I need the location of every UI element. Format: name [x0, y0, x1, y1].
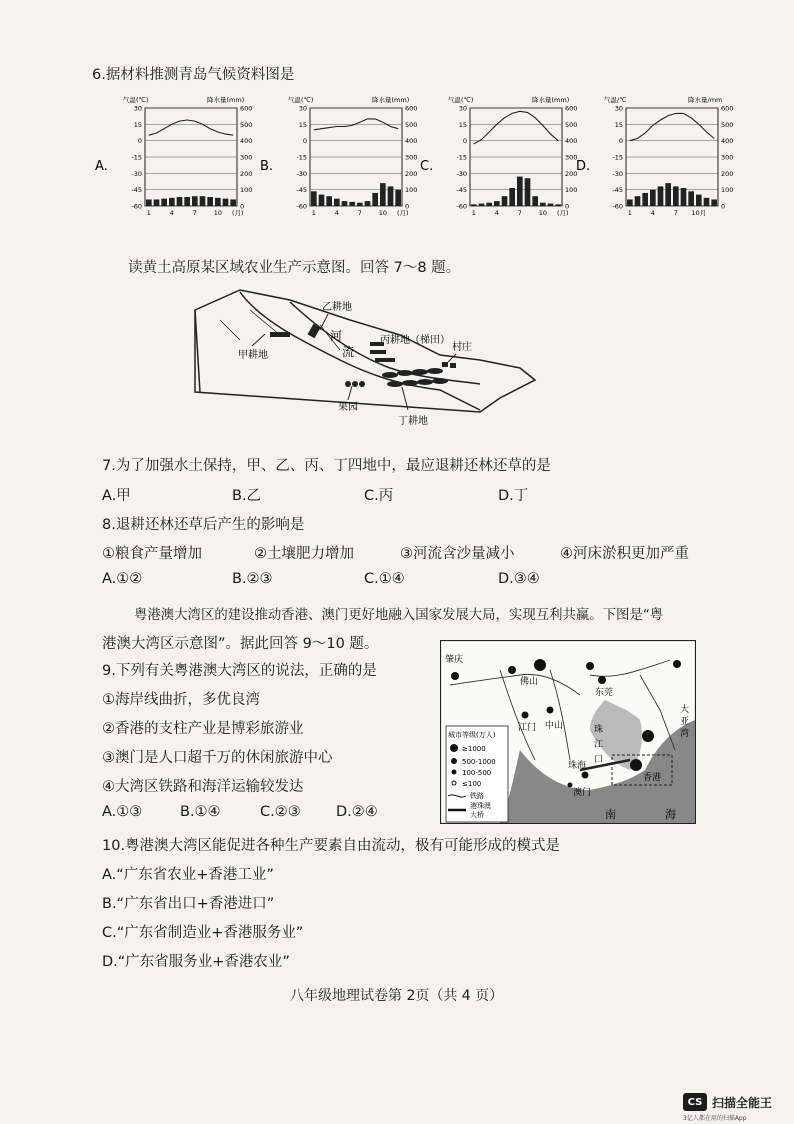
precip-bar	[184, 197, 190, 206]
precip-bar	[395, 190, 401, 206]
label-he: 河	[330, 329, 343, 343]
q8-statement-4: ④河床淤积更加严重	[560, 546, 689, 562]
q10-option-c[interactable]: C.“广东省制造业+香港服务业”	[102, 925, 304, 941]
temp-axis-label: 气温(℃)	[288, 96, 314, 104]
q10-stem: 10.粤港澳大湾区能促进各种生产要素自由流动，极有可能形成的模式是	[102, 838, 561, 854]
precip-bar	[502, 196, 508, 206]
loess-plateau-diagram	[180, 280, 550, 430]
temp-tick: -30	[456, 169, 467, 178]
map-label-foshan: 佛山	[520, 677, 539, 687]
precip-tick: 0	[240, 202, 245, 211]
precip-tick: 500	[240, 120, 253, 129]
precip-bar	[704, 198, 710, 206]
precip-tick: 400	[405, 137, 418, 146]
temp-tick: -30	[612, 169, 623, 178]
precip-axis-label: 降水量(mm)	[207, 96, 245, 104]
climate-chart-c	[420, 90, 590, 220]
temp-tick: -30	[131, 169, 142, 178]
temp-tick: 0	[462, 137, 467, 146]
q9-option-b[interactable]: B.①④	[180, 804, 221, 820]
temp-tick: 0	[618, 137, 623, 146]
label-bing: 丙耕地（梯田）	[380, 335, 450, 346]
temp-tick: 0	[302, 137, 307, 146]
month-label: 1	[627, 209, 632, 217]
map-label-zhongshan: 中山	[545, 721, 564, 731]
temp-tick: -60	[612, 202, 623, 211]
precip-bar	[673, 186, 679, 206]
precip-bar	[169, 198, 175, 206]
precip-bar	[555, 204, 561, 206]
precip-bar	[525, 178, 531, 206]
precip-bar	[349, 202, 355, 206]
city-aomen	[568, 783, 573, 788]
month-label: 7	[673, 209, 678, 217]
q8-option-b[interactable]: B.②③	[232, 571, 273, 587]
precip-bar	[517, 177, 523, 206]
city-shenzhen	[642, 730, 654, 742]
chart-letter: B.	[260, 159, 274, 174]
precip-bar	[388, 186, 394, 206]
precip-bar	[230, 199, 236, 206]
precip-bar	[326, 196, 332, 206]
precip-tick: 600	[565, 104, 578, 113]
temp-tick: 15	[133, 120, 142, 129]
precip-bar	[548, 204, 554, 206]
city-guangzhou	[534, 659, 546, 671]
q8-option-c[interactable]: C.①④	[364, 571, 405, 587]
map-label-zhujiangkou-1: 珠	[594, 725, 604, 735]
month-label: 4	[169, 209, 174, 217]
chart-letter: A.	[95, 159, 108, 174]
precip-tick: 500	[721, 120, 734, 129]
q8-statement-3: ③河流含沙量减小	[400, 546, 515, 562]
temp-tick: -45	[612, 186, 623, 195]
temp-tick: 30	[298, 104, 307, 113]
climate-chart-a	[95, 90, 265, 220]
legend-item-3: 100-500	[462, 769, 492, 777]
temp-tick: -60	[296, 202, 307, 211]
month-label: 1	[471, 209, 476, 217]
month-label: 10	[538, 209, 547, 217]
legend-bridge-2: 大桥	[470, 811, 484, 819]
temp-tick: 30	[614, 104, 623, 113]
label-yi: 乙耕地	[322, 302, 352, 313]
month-label: 1	[311, 209, 316, 217]
month-label: (月)	[396, 209, 409, 217]
q8-option-d[interactable]: D.③④	[498, 571, 540, 587]
q7-option-c[interactable]: C.丙	[364, 488, 394, 504]
month-label: (月)	[231, 209, 244, 217]
precip-bar	[688, 191, 694, 206]
precip-tick: 200	[240, 169, 253, 178]
precip-bar	[146, 199, 152, 206]
q10-option-b[interactable]: B.“广东省出口+香港进口”	[102, 896, 275, 912]
precip-bar	[486, 203, 492, 206]
precip-tick: 0	[721, 202, 726, 211]
precip-tick: 400	[240, 137, 253, 146]
month-label: 7	[517, 209, 522, 217]
temp-tick: -15	[296, 153, 307, 162]
city-xianggang	[630, 759, 642, 771]
precip-tick: 0	[405, 202, 410, 211]
precip-bar	[635, 196, 641, 206]
q9-statement-4: ④大湾区铁路和海洋运输较发达	[102, 779, 304, 795]
precip-bar	[372, 193, 378, 206]
temp-tick: 15	[614, 120, 623, 129]
temp-axis-label: 气温(℃)	[123, 96, 149, 104]
intro-9-10-line1: 粤港澳大湾区的建设推动香港、澳门更好地融入国家发展大局，实现互利共赢。下图是“粤	[134, 608, 664, 623]
precip-bar	[494, 201, 500, 206]
month-label: 7	[357, 209, 362, 217]
watermark-sub: 3亿人都在用的扫描App	[683, 1115, 747, 1122]
precip-tick: 0	[565, 202, 570, 211]
month-label: 10	[378, 209, 387, 217]
q10-option-d[interactable]: D.“广东省服务业+香港农业”	[102, 954, 290, 970]
q8-option-a[interactable]: A.①②	[102, 571, 143, 587]
terrace-pattern	[382, 368, 448, 387]
legend-dot-2	[451, 758, 457, 764]
city-dongguan	[598, 676, 606, 684]
label-ding: 丁耕地	[398, 416, 428, 427]
map-label-dongguan: 东莞	[595, 688, 614, 698]
map-label-daya-1: 大	[680, 705, 690, 715]
q7-stem: 7.为了加强水土保持，甲、乙、丙、丁四地中，最应退耕还林还草的是	[102, 458, 551, 474]
city-zhongshan	[547, 707, 554, 714]
precip-tick: 300	[240, 153, 253, 162]
precip-bar	[509, 188, 515, 206]
q9-option-d[interactable]: D.②④	[336, 804, 378, 820]
legend-dot-1	[450, 744, 458, 752]
precip-tick: 100	[565, 186, 578, 195]
map-label-daya-3: 湾	[680, 729, 690, 739]
q7-option-d[interactable]: D.丁	[498, 488, 529, 504]
q7-option-a[interactable]: A.甲	[102, 488, 131, 504]
city-zhaoqing	[451, 672, 459, 680]
precip-bar	[642, 193, 648, 206]
q6-stem: 6.据材料推测青岛气候资料图是	[92, 67, 295, 83]
chart-letter: D.	[576, 159, 591, 174]
month-label: 4	[334, 209, 339, 217]
map-label-zhuhai: 珠海	[568, 761, 587, 771]
month-label: (月)	[556, 209, 569, 217]
city-huizhou	[673, 660, 681, 668]
precip-tick: 200	[565, 169, 578, 178]
precip-tick: 100	[240, 186, 253, 195]
precip-bar	[311, 191, 317, 206]
precip-bar	[319, 195, 325, 206]
precip-tick: 400	[565, 137, 578, 146]
precip-bar	[207, 197, 213, 206]
city-foshan	[508, 666, 516, 674]
precip-bar	[357, 203, 363, 206]
intro-7-8: 读黄土高原某区域农业生产示意图。回答 7～8 题。	[128, 260, 461, 276]
month-label: 10	[213, 209, 222, 217]
precip-bar	[532, 196, 538, 206]
temp-tick: -60	[456, 202, 467, 211]
precip-tick: 200	[721, 169, 734, 178]
precip-bar	[627, 199, 633, 206]
precip-bar	[696, 195, 702, 206]
legend-item-2: 500-1000	[462, 758, 496, 766]
precip-tick: 500	[405, 120, 418, 129]
q9-statement-1: ①海岸线曲折，多优良湾	[102, 692, 260, 708]
bay-area-map	[440, 640, 696, 824]
legend-dot-3	[452, 770, 457, 775]
cs-logo-icon: CS	[683, 1093, 707, 1111]
precip-bar	[177, 197, 183, 206]
legend-rail: 铁路	[470, 792, 484, 800]
legend-item-4: ≤100	[462, 780, 482, 788]
precip-bar	[471, 204, 477, 206]
precip-bar	[342, 201, 348, 206]
temp-axis-label: 气温(℃)	[448, 96, 474, 104]
temp-line	[630, 113, 714, 140]
temp-tick: -45	[296, 186, 307, 195]
precip-bar	[365, 201, 371, 206]
precip-tick: 600	[240, 104, 253, 113]
q9-statement-3: ③澳门是人口超千万的休闲旅游中心	[102, 750, 333, 766]
precip-tick: 600	[405, 104, 418, 113]
chart-letter: C.	[420, 159, 434, 174]
precip-tick: 200	[405, 169, 418, 178]
precip-tick: 100	[405, 186, 418, 195]
orchard-mark	[345, 381, 365, 387]
map-label-zhujiangkou-2: 江	[594, 740, 604, 750]
precip-bar	[380, 183, 386, 206]
temp-line	[474, 111, 558, 144]
map-label-zhaoqing: 肇庆	[445, 655, 464, 665]
precip-axis-label: 降水量(mm)	[372, 96, 410, 104]
q9-option-a[interactable]: A.①③	[102, 804, 143, 820]
map-label-hai: 海	[665, 808, 676, 821]
village-mark	[442, 362, 456, 368]
precip-tick: 300	[721, 153, 734, 162]
map-label-aomen: 澳门	[573, 788, 592, 798]
map-label-xianggang: 香港	[643, 773, 662, 783]
climate-chart-b-svg	[260, 90, 430, 220]
temp-tick: 30	[458, 104, 467, 113]
climate-chart-c-svg	[420, 90, 590, 220]
month-label: 4	[494, 209, 499, 217]
legend-title: 城市等级(万人)	[448, 731, 496, 739]
precip-bar	[192, 196, 198, 206]
page-footer: 八年级地理试卷第 2页（共 4 页）	[290, 988, 504, 1004]
precip-bar	[540, 203, 546, 206]
temp-tick: 15	[458, 120, 467, 129]
label-village: 村庄	[452, 342, 472, 353]
q9-statement-2: ②香港的支柱产业是博彩旅游业	[102, 721, 304, 737]
precip-bar	[711, 199, 717, 206]
precip-bar	[681, 188, 687, 206]
temp-tick: -45	[456, 186, 467, 195]
month-label: 4	[650, 209, 655, 217]
map-label-daya-2: 亚	[680, 717, 690, 727]
temp-tick: -60	[131, 202, 142, 211]
precip-tick: 500	[565, 120, 578, 129]
temp-tick: 0	[137, 137, 142, 146]
temp-line	[149, 120, 233, 135]
month-label: 7	[192, 209, 197, 217]
q8-statement-1: ①粮食产量增加	[102, 546, 202, 562]
precip-bar	[650, 190, 656, 206]
legend-bridge-1: 港珠澳	[470, 802, 491, 810]
jia-field-mark	[270, 332, 290, 337]
precip-bar	[479, 204, 485, 206]
precip-bar	[215, 198, 221, 206]
temp-tick: 15	[298, 120, 307, 129]
climate-chart-d	[576, 90, 746, 220]
precip-bar	[223, 199, 229, 206]
precip-bar	[161, 199, 167, 206]
precip-axis-label: 降水量(mm)	[532, 96, 570, 104]
precip-bar	[154, 199, 160, 206]
intro-9-10-line2: 港澳大湾区示意图”。据此回答 9～10 题。	[102, 636, 379, 652]
temp-tick: 30	[133, 104, 142, 113]
watermark-brand: 扫描全能王	[712, 1095, 773, 1110]
temp-tick: -45	[131, 186, 142, 195]
q10-option-a[interactable]: A.“广东省农业+香港工业”	[102, 867, 274, 883]
map-label-zhujiangkou-3: 口	[594, 755, 604, 765]
precip-tick: 300	[565, 153, 578, 162]
label-liu: 流	[342, 345, 355, 359]
climate-chart-a-svg	[95, 90, 265, 220]
precip-tick: 600	[721, 104, 734, 113]
temp-tick: -15	[131, 153, 142, 162]
precip-tick: 100	[721, 186, 734, 195]
precip-bar	[200, 196, 206, 206]
q8-statement-2: ②土壤肥力增加	[254, 546, 354, 562]
temp-axis-label: 气温/℃	[604, 96, 627, 104]
label-orchard: 果园	[338, 402, 358, 413]
legend-item-1: ≥1000	[462, 745, 486, 753]
map-label-jiangmen: 江门	[518, 723, 537, 733]
label-jia: 甲耕地	[238, 350, 268, 361]
precip-axis-label: 降水量/mm	[688, 96, 723, 104]
precip-bar	[658, 186, 664, 206]
city-dongguan-north	[586, 662, 594, 670]
q7-option-b[interactable]: B.乙	[232, 488, 262, 504]
temp-tick: -15	[612, 153, 623, 162]
scanner-watermark	[683, 1093, 772, 1111]
precip-tick: 400	[721, 137, 734, 146]
month-label: 10月	[691, 209, 707, 217]
q9-stem: 9.下列有关粤港澳大湾区的说法，正确的是	[102, 663, 377, 679]
precip-tick: 300	[405, 153, 418, 162]
map-label-nan: 南	[605, 808, 616, 821]
city-zhuhai	[582, 772, 589, 779]
precip-bar	[665, 183, 671, 206]
temp-tick: -30	[296, 169, 307, 178]
city-jiangmen	[522, 712, 529, 719]
month-label: 1	[146, 209, 151, 217]
climate-chart-d-svg	[576, 90, 746, 220]
q8-stem: 8.退耕还林还草后产生的影响是	[102, 517, 305, 533]
climate-chart-b	[260, 90, 430, 220]
temp-tick: -15	[456, 153, 467, 162]
precip-bar	[334, 199, 340, 206]
q9-option-c[interactable]: C.②③	[260, 804, 301, 820]
